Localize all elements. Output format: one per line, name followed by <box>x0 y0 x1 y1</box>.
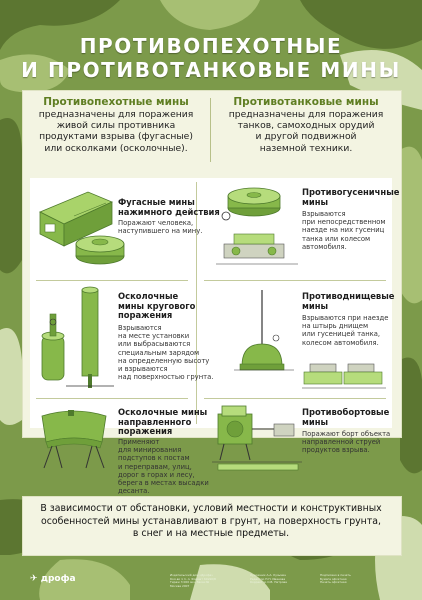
antitank-description <box>212 109 400 154</box>
text-line: наступившего на мину. <box>118 227 203 236</box>
text-line: десанта. <box>118 487 150 496</box>
antipersonnel-description <box>22 109 210 154</box>
text-line: Поражают борт объекта <box>302 430 391 438</box>
text-line: особенностей мины устанавливают в грунт, на поверхность грунта, <box>40 515 382 527</box>
text-line: поражения <box>118 426 173 437</box>
text-line: предназначены для поражения <box>228 109 384 120</box>
antiside-mine-illustration <box>212 404 302 472</box>
text-line: наезде на них гусениц <box>302 226 385 235</box>
antitrack-mine-text <box>302 210 386 251</box>
text-line: Тираж 3 000 экз. Заказ № <box>170 580 210 584</box>
pressure-mine-title <box>118 198 220 217</box>
text-line: автомобиля. <box>302 242 347 251</box>
logo-text: дрофа <box>40 574 76 584</box>
antiside-mine-text <box>302 430 390 455</box>
text-line: при непосредственном <box>302 218 386 227</box>
text-line: специальным зарядом <box>118 348 200 357</box>
bird-icon: ✈ <box>30 574 38 584</box>
text-line: или осколками (осколочные). <box>44 142 188 154</box>
text-line: над поверхностью грунта. <box>118 373 214 382</box>
text-line: В зависимости от обстановки, условий местности и конструктивных <box>40 503 382 514</box>
text-line: Издательский дом «Дрофа» <box>170 573 214 577</box>
text-line: мины <box>302 416 329 427</box>
antitrack-mine-title <box>302 188 399 207</box>
text-line: Взрываются при наезде <box>302 314 389 322</box>
tank-illustration <box>302 360 386 394</box>
text-line: Кол-во 1 п. л. Формат 60x90/8 <box>170 576 216 581</box>
text-line: Взрываются <box>302 210 346 218</box>
title-line-1: ПРОТИВОПЕХОТНЫЕ <box>79 34 343 58</box>
pressure-mine-text <box>118 219 202 235</box>
text-line: колесом автомобиля. <box>302 338 379 347</box>
text-line: дорог в горах и лесу, <box>118 470 195 479</box>
text-line: Фугасные мины <box>118 197 195 207</box>
text-line: Бумага офсетная <box>320 576 347 581</box>
text-line: для минирования <box>118 446 182 455</box>
text-line: Редактор Н.Н. Иванова <box>250 576 286 581</box>
text-line: Осколочные <box>118 291 179 301</box>
text-line: в снег и на местные предметы. <box>132 528 290 540</box>
directional-mine-title <box>118 408 207 437</box>
bottom-note <box>30 503 392 541</box>
bounding-mine-title <box>118 292 195 321</box>
text-line: танка или колесом <box>302 234 371 243</box>
antitank-heading: Противотанковые мины <box>233 96 379 108</box>
antibottom-mine-title <box>302 292 394 311</box>
text-line: живой силы противника <box>56 120 176 132</box>
antiside-mine-title <box>302 408 389 427</box>
text-line: нажимного действия <box>118 206 220 217</box>
text-line: танков, самоходных орудий <box>237 120 375 132</box>
text-line: наземной техники. <box>259 142 353 154</box>
text-line: или гусеницей танка, <box>302 330 381 339</box>
directional-mine-illustration <box>34 408 114 478</box>
text-line: продуктов взрыва. <box>302 446 370 455</box>
grid-divider <box>204 398 386 399</box>
imprint-block-2 <box>250 574 287 585</box>
text-line: или выбрасываются <box>118 340 191 349</box>
text-line: мины кругового <box>118 300 196 311</box>
text-line: Москва 2007 <box>170 583 190 588</box>
bounding-mine-illustration <box>36 286 116 396</box>
text-line: Противоднищевые <box>302 291 395 301</box>
text-line: направленного <box>118 416 192 427</box>
publisher-logo <box>30 574 76 584</box>
directional-mine-text <box>118 438 209 495</box>
text-line: на месте установки <box>118 332 190 341</box>
imprint-block-1 <box>170 574 216 588</box>
antipersonnel-heading: Противопехотные мины <box>43 96 189 108</box>
text-line: Осколочные мины <box>118 407 208 417</box>
text-line: Противобортовые <box>302 407 390 417</box>
grid-divider <box>36 398 188 399</box>
antibottom-mine-illustration <box>214 286 300 396</box>
text-line: поражения <box>118 310 173 321</box>
text-line: Применяют <box>118 438 160 446</box>
text-line: направленной струей <box>302 438 381 447</box>
text-line: Поражают человека, <box>118 219 194 227</box>
text-line: Противогусеничные <box>302 187 400 197</box>
text-line: Художник А.А. Кузьмин <box>250 573 287 577</box>
text-line: на штырь днищем <box>302 322 369 331</box>
text-line: подступов к постам <box>118 454 190 463</box>
text-line: Печать офсетная <box>320 580 347 584</box>
text-line: мины <box>302 196 329 207</box>
grid-divider <box>36 280 188 281</box>
text-line: и другой подвижной <box>255 131 357 143</box>
text-line: Корректор О.В. Петрова <box>250 580 287 584</box>
grid-divider <box>204 280 386 281</box>
text-line: Подписано в печать <box>320 573 351 577</box>
text-line: продуктами взрыва (фугасные) <box>39 131 193 143</box>
imprint-block-3 <box>320 574 351 585</box>
title-line-2: И ПРОТИВОТАНКОВЫЕ МИНЫ <box>21 58 401 82</box>
text-line: берега в местах высадки <box>118 479 209 488</box>
poster-title <box>0 34 422 82</box>
text-line: на определенную высоту <box>118 356 210 365</box>
text-line: Взрываются <box>118 324 162 332</box>
text-line: предназначены для поражения <box>38 109 194 120</box>
antitrack-mine-illustration <box>214 184 300 278</box>
text-line: мины <box>302 300 329 311</box>
antibottom-mine-text <box>302 314 388 347</box>
bounding-mine-text <box>118 324 213 381</box>
text-line: и взрываются <box>118 365 168 374</box>
header-divider <box>210 98 211 162</box>
text-line: и переправам, улиц, <box>118 462 192 471</box>
